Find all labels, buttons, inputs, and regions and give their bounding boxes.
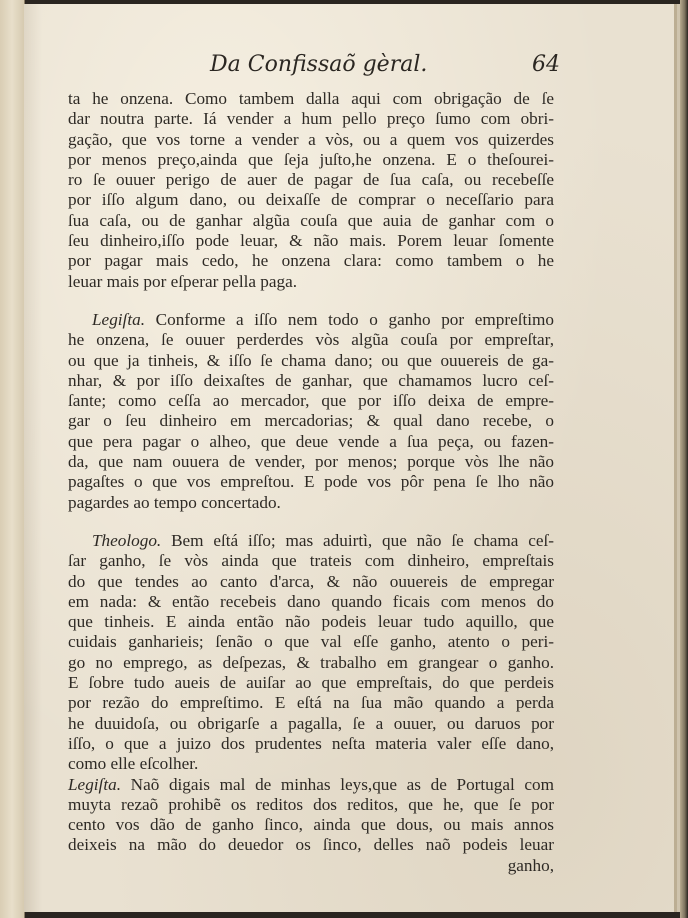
text-line: leuar mais por eſperar pella paga.	[68, 271, 298, 291]
text-line: nhar, & por iſſo deixaſtes de ganhar, que chamamos lucro ceſ-	[68, 370, 554, 390]
text-line-content: Conforme a iſſo nem todo o ganho por empreſtimo	[155, 309, 554, 329]
left-page-edge	[0, 0, 25, 918]
text-line: que pera pagar o alheo, que deue vende a ſua peça, ou fazen-	[68, 431, 554, 451]
text-line: ta he onzena. Como tambem dalla aqui com obrigação de ſe	[68, 89, 554, 108]
text-line: cuidais ganharieis; ſenão o que val eſſe ganho, atento o peri-	[68, 632, 554, 652]
text-line-content: Bem eſtá iſſo; mas aduirtì, que não ſe chama ceſ-	[171, 530, 554, 550]
text-line: ſante; como ceſſa ao mercador, que por iſſo deixa de empre-	[68, 391, 554, 411]
catchword: ganho,	[507, 855, 554, 875]
text-line: deixeis na mão do deuedor os ſinco, delles naõ podeis leuar	[68, 835, 554, 855]
text-line: como elle eſcolher.	[68, 754, 199, 774]
text-line: go no emprego, as deſpezas, & trabalho em grangear o ganho.	[68, 652, 554, 672]
paragraph-theologo	[68, 531, 554, 775]
text-line: ro ſe ouuer perigo de auer de pagar de ſua caſa, ou recebeſſe	[68, 170, 554, 190]
text-line: pagardes ao tempo concertado.	[68, 492, 281, 512]
speaker-label: Legiſta.	[92, 309, 145, 329]
body-text	[68, 89, 554, 876]
text-line: dar noutra parte. Iá vender a hum pello preço ſumo com obri-	[68, 109, 554, 129]
text-line: por menos preço,ainda que ſeja juſto,he onzena. E o theſourei-	[68, 149, 554, 169]
text-line	[68, 310, 554, 330]
page-number: 64	[532, 52, 560, 77]
text-line: ou que ja tinheis, & iſſo ſe chama dano; ou que ouuereis de ga-	[68, 350, 554, 370]
text-line: he duuidoſa, ou obrigarſe a pagalla, ſe a ouuer, ou daruos por	[68, 713, 554, 733]
paragraph-legista-2	[68, 775, 554, 856]
text-line: iſſo, o que a juizo dos prudentes neſta materia valer eſſe dano,	[68, 733, 554, 753]
text-line: ſar ganho, ſe vòs ainda que trateis com dinheiro, empreſtais	[68, 551, 554, 571]
text-line: he onzena, ſe ouuer perderdes vòs algũa couſa por empreſtar,	[68, 330, 554, 350]
text-line: gação, que vos torne a vender a vòs, ou a quem vos quizerdes	[68, 129, 554, 149]
text-line: ſeu dinheiro,iſſo pode leuar, & não mais. Porem leuar ſomente	[68, 231, 554, 251]
text-line: por iſſo algum dano, ou deixaſſe de comprar o neceſſario para	[68, 190, 554, 210]
right-page-edge	[680, 0, 688, 918]
text-line: gar o ſeu dinheiro em mercadorias; & qual dano recebe, o	[68, 411, 554, 431]
text-line: por pagar mais cedo, he onzena clara: como tambem o he	[68, 251, 554, 271]
text-line: em nada: & então recebeis dano quando ficais com menos do	[68, 591, 554, 611]
text-line: da, que nam ouuera de vender, por menos; porque vòs lhe não	[68, 452, 554, 472]
page-header	[210, 52, 560, 82]
text-line: que tinheis. E ainda então não podeis leuar tudo aquillo, que	[68, 612, 554, 632]
text-line: cento vos dão de ganho ſinco, ainda que dous, ou mais annos	[68, 815, 554, 835]
text-line	[68, 531, 554, 551]
text-line: por rezão do empreſtimo. E eſtá na ſua mão quando a perda	[68, 693, 554, 713]
text-line: pagaſtes o que vos empreſtou. E pode vos pôr pena ſe lho não	[68, 472, 554, 492]
paragraph-legista-1	[68, 310, 554, 513]
text-line: muyta rezaõ prohibẽ os reditos dos reditos, que he, que ſe por	[68, 794, 554, 814]
running-title: Da Confissaõ gèral.	[210, 52, 428, 77]
paragraph-continuation	[68, 89, 554, 292]
text-line: ſua caſa, ou de ganhar algũa couſa que auia de ganhar com o	[68, 210, 554, 230]
text-line	[68, 775, 554, 795]
text-line: E ſobre tudo aueis de auiſar ao que empreſtais, do que perdeis	[68, 673, 554, 693]
text-line-content: Naõ digais mal de minhas leys,que as de Portugal com	[130, 774, 554, 794]
text-line: do que tendes ao canto d'arca, & não ouuereis de empregar	[68, 571, 554, 591]
speaker-label: Theologo.	[92, 530, 162, 550]
speaker-label: Legiſta.	[68, 774, 121, 794]
